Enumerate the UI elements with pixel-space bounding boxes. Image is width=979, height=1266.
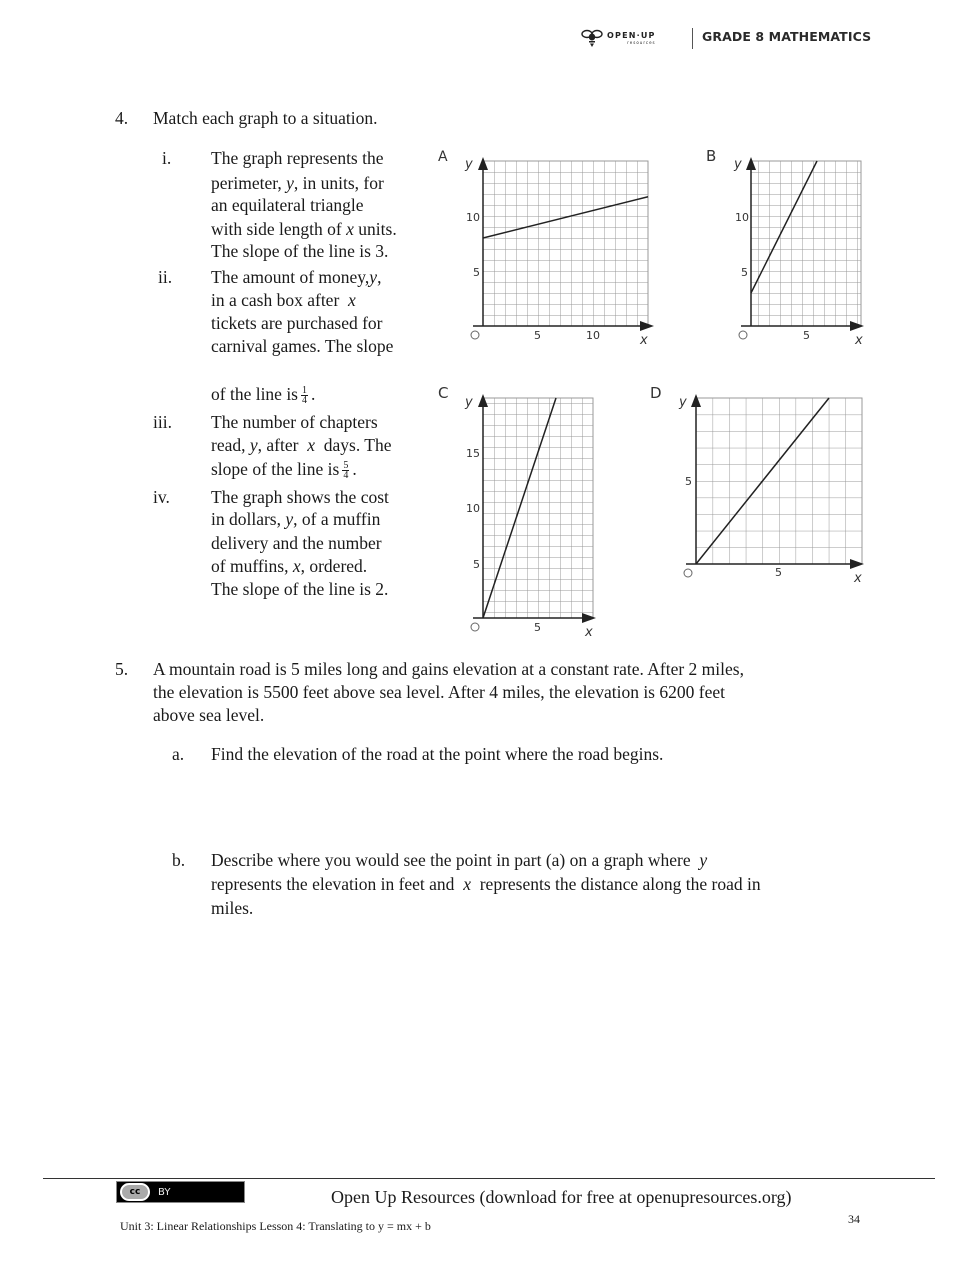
part-a-text: Find the elevation of the road at the point where the road begins. bbox=[211, 744, 664, 764]
situation-iii-line: The number of chapters bbox=[211, 412, 378, 432]
graph-d bbox=[650, 384, 864, 586]
situation-ii-line: of the line is $\frac{1}{4}$ . bbox=[211, 384, 316, 407]
problem-4-prompt: Match each graph to a situation. bbox=[153, 108, 378, 128]
graph-b bbox=[706, 147, 864, 348]
svg-text:10: 10 bbox=[466, 502, 480, 515]
problem-5-number: 5. bbox=[115, 659, 129, 679]
origin-icon bbox=[471, 623, 479, 631]
svg-text:5: 5 bbox=[741, 266, 748, 279]
situation-ii-line: The amount of money,y, bbox=[211, 267, 382, 287]
svg-text:x: x bbox=[855, 333, 863, 348]
header-title: GRADE 8 MATHEMATICS bbox=[702, 29, 872, 44]
graph-a-label: A bbox=[438, 149, 448, 165]
situation-iii-line: read, y, after x days. The bbox=[211, 435, 392, 455]
part-b-line: represents the elevation in feet and x represents the distance along the road in bbox=[211, 874, 761, 894]
origin-icon bbox=[684, 569, 692, 577]
problem-5-line: above sea level. bbox=[153, 705, 265, 725]
graph-c bbox=[438, 384, 596, 640]
part-a-label: a. bbox=[172, 744, 185, 764]
problem-5-line: the elevation is 5500 feet above sea level. After 4 miles, the elevation is 6200 feet bbox=[153, 682, 725, 702]
situation-ii-line: tickets are purchased for bbox=[211, 313, 383, 333]
svg-text:y: y bbox=[465, 157, 473, 172]
situation-iv-label: iv. bbox=[153, 487, 170, 507]
svg-text:x: x bbox=[585, 625, 593, 640]
logo-text: OPEN·UP bbox=[607, 31, 656, 40]
svg-text:y: y bbox=[679, 395, 687, 410]
origin-icon bbox=[471, 331, 479, 339]
svg-text:10: 10 bbox=[466, 211, 480, 224]
situation-ii-label: ii. bbox=[158, 267, 173, 287]
svg-text:D: D bbox=[650, 384, 662, 402]
svg-text:C: C bbox=[438, 384, 449, 402]
svg-text:5: 5 bbox=[685, 475, 692, 488]
svg-text:B: B bbox=[706, 147, 717, 165]
footer-divider bbox=[43, 1178, 935, 1179]
svg-text:5: 5 bbox=[534, 621, 541, 634]
situation-iii-line: slope of the line is $\frac{5}{4}$ . bbox=[211, 459, 357, 482]
situation-ii-line: carnival games. The slope bbox=[211, 336, 394, 356]
svg-text:15: 15 bbox=[466, 447, 480, 460]
situation-iv-line: delivery and the number bbox=[211, 533, 382, 553]
situation-iv-line: The graph shows the cost bbox=[211, 487, 389, 507]
part-b-label: b. bbox=[172, 850, 186, 870]
logo-subtext: resources bbox=[627, 40, 656, 45]
svg-text:y: y bbox=[734, 157, 742, 172]
svg-text:5: 5 bbox=[473, 266, 480, 279]
situation-i-line: The slope of the line is 3. bbox=[211, 241, 389, 261]
graph-a bbox=[438, 149, 654, 348]
situation-ii-line: in a cash box after x bbox=[211, 290, 356, 310]
fraction-five-quarters: $\frac{5}{4}$ bbox=[343, 460, 349, 482]
svg-text:x: x bbox=[854, 571, 862, 586]
origin-icon bbox=[739, 331, 747, 339]
svg-text:10: 10 bbox=[586, 329, 600, 342]
problem-5-line: A mountain road is 5 miles long and gains elevation at a constant rate. After 2 miles, bbox=[153, 659, 744, 679]
situation-iv-line: The slope of the line is 2. bbox=[211, 579, 389, 599]
page-number: 34 bbox=[848, 1212, 860, 1226]
creative-commons-icon: cc bbox=[120, 1183, 150, 1201]
svg-text:10: 10 bbox=[735, 211, 749, 224]
situation-i-line: an equilateral triangle bbox=[211, 195, 364, 215]
situation-i-line: with side length of x units. bbox=[211, 219, 397, 239]
part-b-line: miles. bbox=[211, 898, 254, 918]
fraction-one-quarter: $\frac{1}{4}$ bbox=[302, 385, 307, 407]
situation-i-line: perimeter, y, in units, for bbox=[211, 173, 384, 193]
situation-i-line: The graph represents the bbox=[211, 148, 384, 168]
svg-text:x: x bbox=[640, 333, 648, 348]
svg-text:5: 5 bbox=[534, 329, 541, 342]
cc-by-license-badge bbox=[116, 1181, 245, 1203]
by-label: BY bbox=[158, 1186, 171, 1198]
svg-text:5: 5 bbox=[803, 329, 810, 342]
problem-4-number: 4. bbox=[115, 108, 129, 128]
situation-iii-label: iii. bbox=[153, 412, 172, 432]
svg-text:5: 5 bbox=[473, 558, 480, 571]
footer-unit-lesson: Unit 3: Linear Relationships Lesson 4: Translating to y = mx + b bbox=[120, 1219, 431, 1233]
situation-i-label: i. bbox=[162, 148, 172, 168]
part-b-line: Describe where you would see the point in part (a) on a graph where y bbox=[211, 850, 708, 870]
svg-text:5: 5 bbox=[775, 566, 782, 579]
situation-iv-line: of muffins, x, ordered. bbox=[211, 556, 368, 576]
situation-iv-line: in dollars, y, of a muffin bbox=[211, 509, 381, 529]
svg-text:y: y bbox=[465, 395, 473, 410]
footer-attribution: Open Up Resources (download for free at openupresources.org) bbox=[331, 1187, 792, 1207]
